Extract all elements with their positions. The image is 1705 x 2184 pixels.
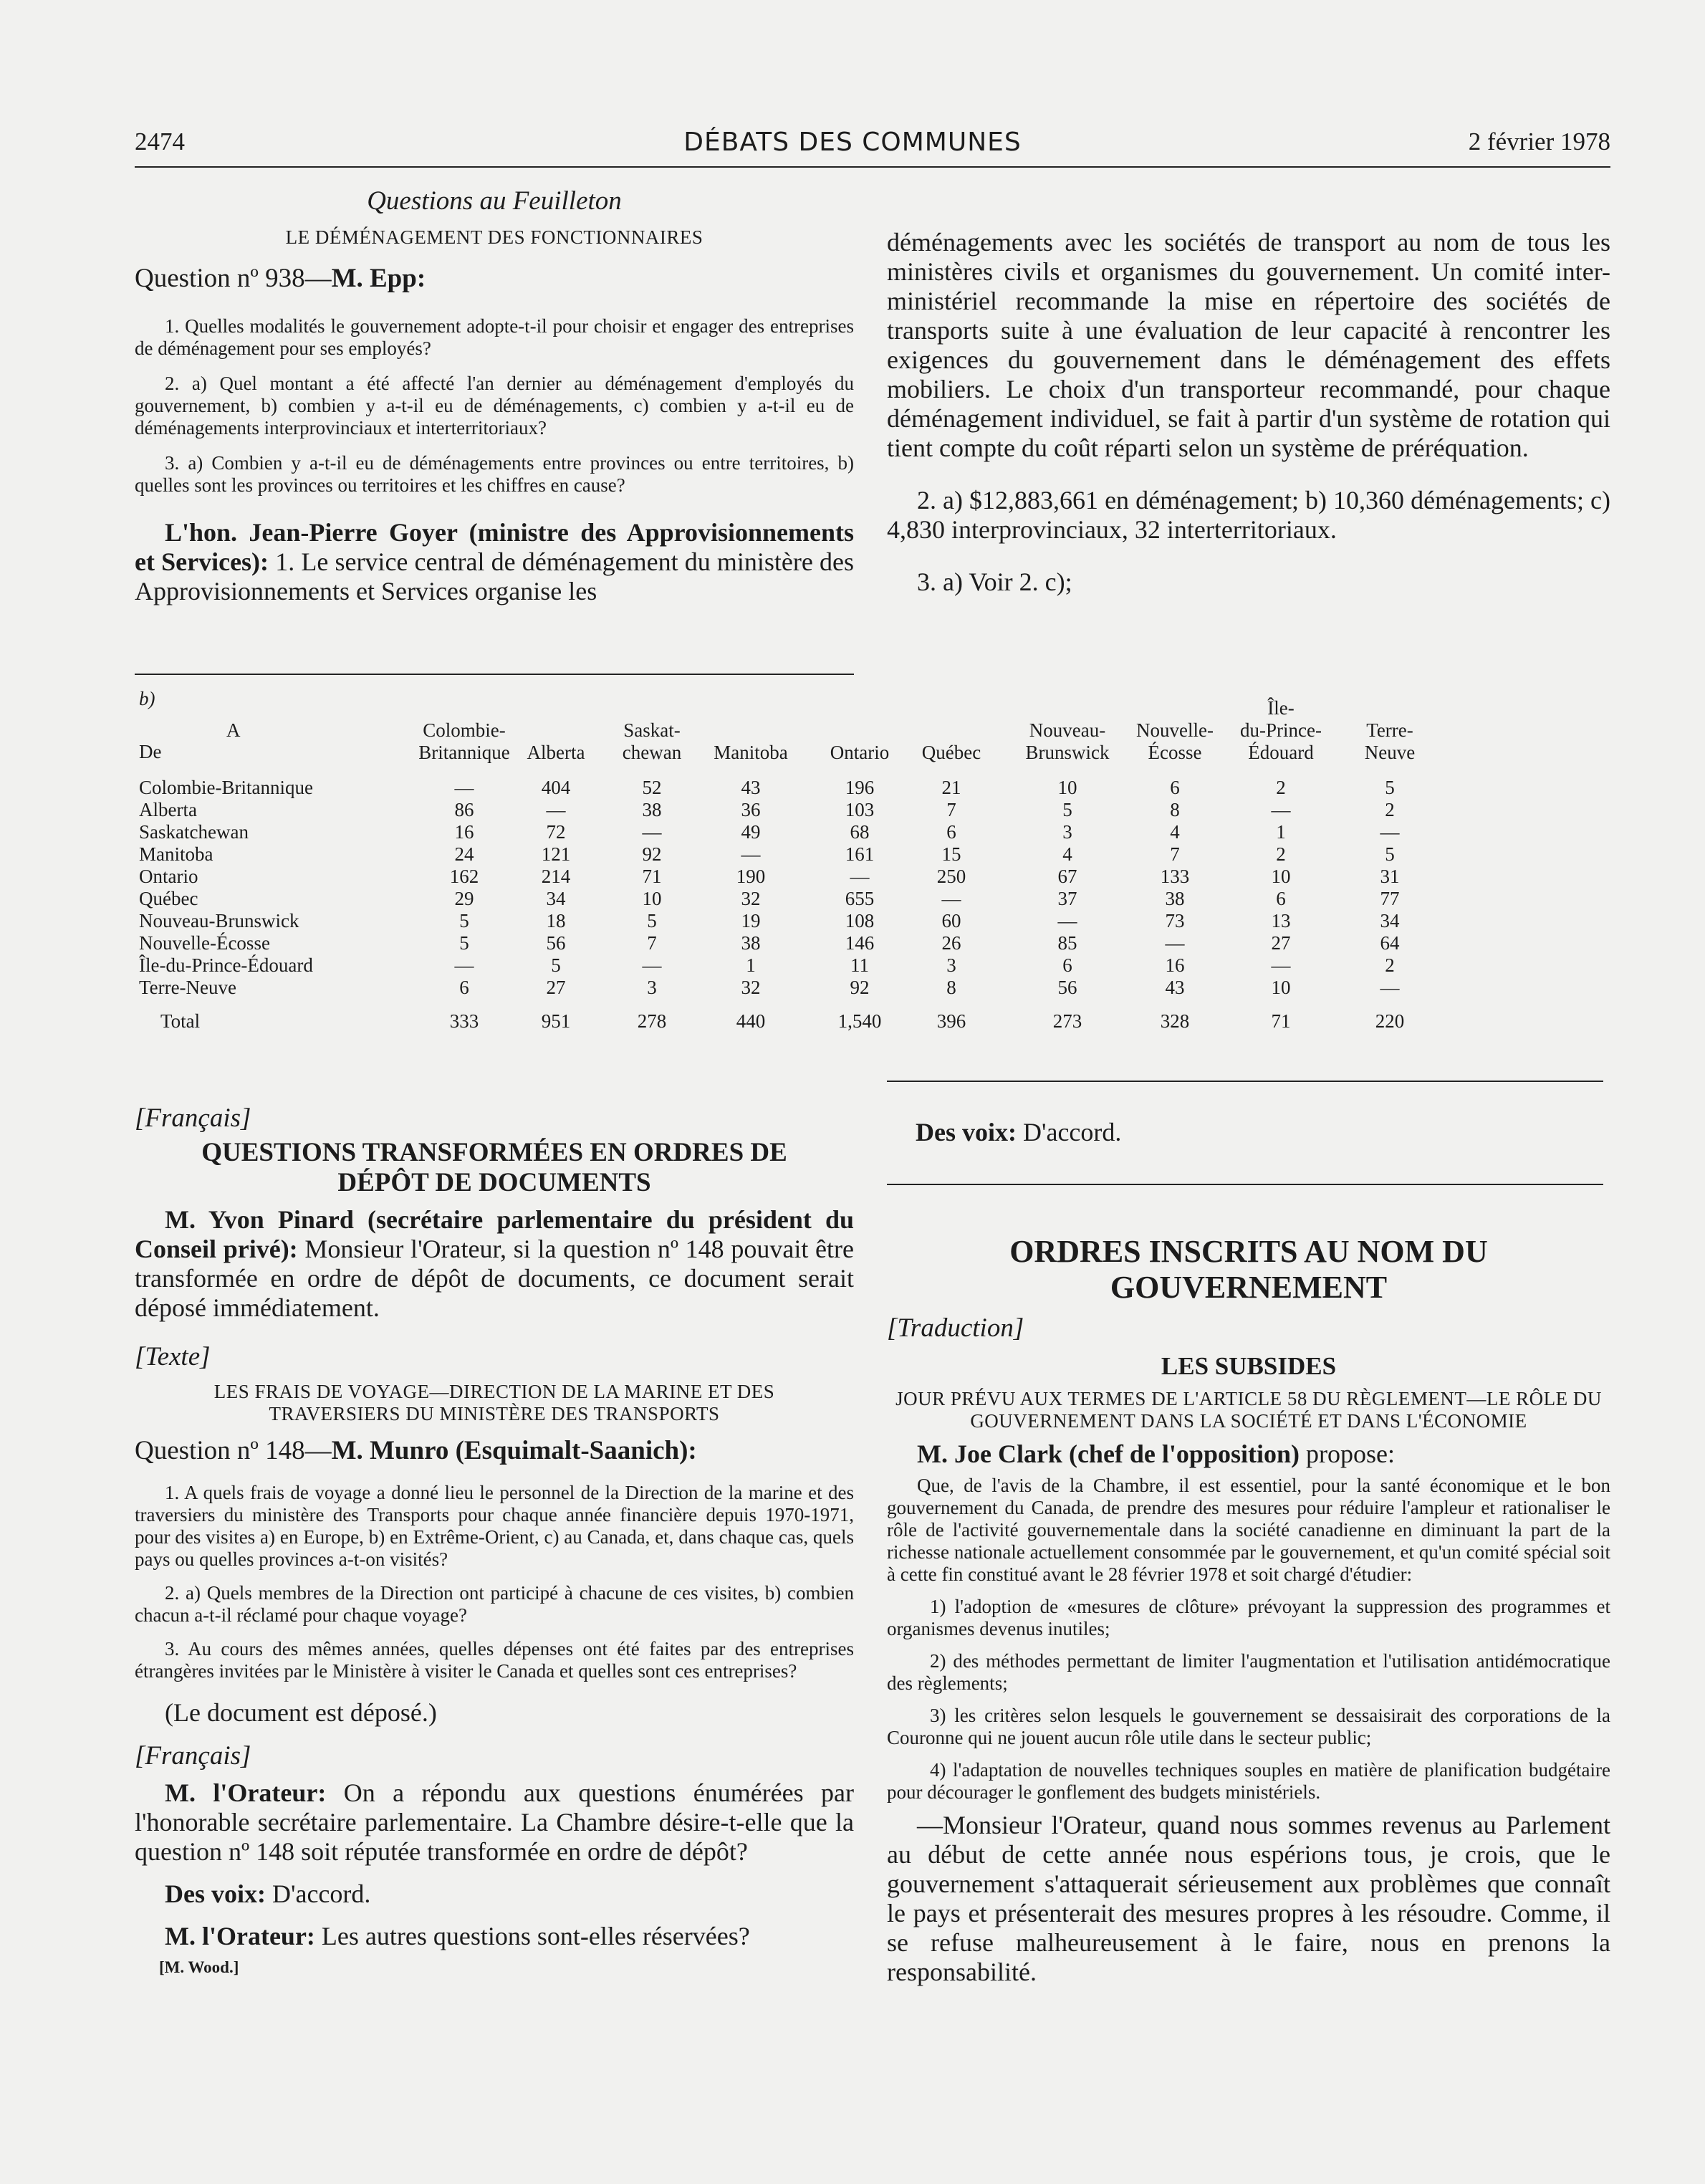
right-rule-2 [887, 1184, 1603, 1185]
table-cell: 162 [449, 866, 479, 887]
table-cell: — [1271, 799, 1291, 820]
table-cell: 5 [1385, 843, 1395, 865]
answer-continued: déménagements avec les sociétés de transport au nom de tous les ministères civils et organismes du gouvernement. Un comité inter-ministériel recommande la mise en répertoire des sociétés de transports suite à une évaluation de leur capacité à rencontrer les exigences du gouvernement dans le déménagement des effets mobiliers. Le choix d'un transporteur recommandé, pour chaque déménagement individuel, se fait à partir d'un système de rotation qui tient compte du coût réparti selon un système de préréquation. [887, 228, 1610, 462]
table-cell: 333 [449, 1010, 479, 1032]
clark-propose: propose: [1305, 1440, 1395, 1468]
table-cell: 1 [746, 954, 756, 976]
table-cell: 72 [546, 821, 566, 843]
table-cell: — [941, 888, 961, 909]
table-cell: — [850, 866, 870, 887]
table-cell: 71 [642, 866, 662, 887]
table-row-name: Terre-Neuve [139, 977, 237, 998]
table-col-header-line: Nouvelle- [1136, 719, 1214, 741]
q148-item-3: 3. Au cours des mêmes années, quelles dépenses ont été faites par des entreprises étrangères invitées par le Ministère à visiter le Canada et quelles sont ces entreprises? [135, 1638, 854, 1682]
table-cell: — [454, 954, 474, 976]
table-cell: 43 [741, 777, 761, 798]
table-cell: 10 [642, 888, 662, 909]
francais-tag-2: [Français] [135, 1741, 251, 1771]
table-row-name: Québec [139, 888, 198, 909]
table-cell: 31 [1380, 866, 1400, 887]
table-cell: 278 [637, 1010, 667, 1032]
table-cell: 73 [1165, 910, 1185, 931]
table-cell: 146 [845, 932, 875, 954]
subsides-section [887, 1234, 1610, 1987]
header-rule [135, 166, 1610, 168]
table-cell: 10 [1271, 866, 1291, 887]
questions-section [135, 186, 854, 606]
clark-speech: —Monsieur l'Orateur, quand nous sommes revenus au Parlement au début de cette année nous espérions tous, je crois, que le gouvernement s'attaquerait sérieusement aux problèmes que connaît le pays et présenterait des mesures propres à les résoudre. Comme, il se refuse malheureusement à le faire, nous en prenons la responsabilité. [887, 1811, 1610, 1986]
table-cell: 5 [551, 954, 561, 976]
voix-text: D'accord. [272, 1879, 371, 1908]
right-voix-label: Des voix: [916, 1118, 1017, 1146]
q148-heading [135, 1435, 854, 1466]
right-rule-1 [887, 1081, 1603, 1082]
table-col-header-line: Saskat- [623, 719, 681, 741]
orateur-label: M. l'Orateur: [165, 1778, 327, 1807]
table-col-header-line: Ontario [830, 742, 890, 763]
table-cell: 7 [946, 799, 956, 820]
table-col-header-line: Brunswick [1025, 742, 1110, 763]
table-cell: 5 [1062, 799, 1072, 820]
table-cell: 26 [941, 932, 961, 954]
table-cell: 190 [736, 866, 766, 887]
table-cell: 2 [1385, 799, 1395, 820]
answer-start: 1. Le service central de déménagement du ministère des Approvisionnements et Services organise les [135, 547, 855, 605]
motion-item-2: 2) des méthodes permettant de limiter l'augmentation et l'utilisation antidémocratique des règlements; [887, 1650, 1610, 1694]
table-col-header-line: chewan [622, 742, 682, 763]
table-cell: 56 [1057, 977, 1077, 998]
table-cell: 16 [454, 821, 474, 843]
table-cell: 27 [1271, 932, 1291, 954]
table-cell: 68 [850, 821, 870, 843]
pinard-paragraph [135, 1205, 854, 1323]
motion-item-1: 1) l'adoption de «mesures de clôture» prévoyant la suppression des programmes et organismes devenus inutiles; [887, 1596, 1610, 1639]
table-cell: 38 [1165, 888, 1185, 909]
table-cell: — [741, 843, 761, 865]
table-cell: 71 [1271, 1010, 1291, 1032]
table-row-name: Île-du-Prince-Édouard [139, 954, 313, 976]
speaker-tag-wood: [M. Wood.] [159, 1958, 239, 1976]
table-col-header-line: Neuve [1364, 742, 1416, 763]
answer-continued-column [887, 228, 1610, 597]
pinard-speaker: M. Yvon Pinard (secrétaire parlementaire du président du Conseil privé): [135, 1205, 854, 1263]
table-row-name: Nouveau-Brunswick [139, 910, 299, 931]
table-cell: 951 [541, 1010, 571, 1032]
voix-label: Des voix: [165, 1879, 266, 1908]
table-row-name: Manitoba [139, 843, 213, 865]
table-row-name: Ontario [139, 866, 198, 887]
table-col-header [1311, 719, 1469, 764]
table-cell: 92 [642, 843, 662, 865]
q148-asker: M. Munro (Esquimalt-Saanich): [331, 1436, 697, 1465]
table-col-header-line: Alberta [527, 742, 585, 763]
table-cell: 3 [1062, 821, 1072, 843]
table-cell: 7 [647, 932, 657, 954]
q148-heading-prefix: Question nº 148— [135, 1436, 332, 1465]
table-col-header-line: du-Prince- [1240, 719, 1322, 741]
table-cell: 5 [459, 932, 469, 954]
table-cell: 10 [1271, 977, 1291, 998]
table-cell: 4 [1170, 821, 1180, 843]
table-col-header-line: Québec [921, 742, 981, 763]
table-cell: 43 [1165, 977, 1185, 998]
table-cell: 655 [845, 888, 875, 909]
table-cell: 8 [946, 977, 956, 998]
table-b-label: b) [139, 688, 155, 709]
table-cell: 16 [1165, 954, 1185, 976]
orateur2-text: Les autres questions sont-elles réservées? [321, 1922, 750, 1950]
table-cell: — [642, 821, 662, 843]
table-cell: 92 [850, 977, 870, 998]
table-cell: 121 [541, 843, 571, 865]
table-cell: 273 [1052, 1010, 1082, 1032]
table-cell: 18 [546, 910, 566, 931]
table-cell: 24 [454, 843, 474, 865]
table-cell: 396 [936, 1010, 966, 1032]
clark-paragraph [887, 1440, 1610, 1469]
table-row-name: Colombie-Britannique [139, 777, 313, 798]
answer-2: 2. a) $12,883,661 en déménagement; b) 10,360 déménagements; c) 4,830 interprovinciaux, 32 interterritoriaux. [887, 486, 1610, 544]
table-cell: 60 [941, 910, 961, 931]
q938-heading [135, 263, 854, 294]
table-col-header-line: Écosse [1148, 742, 1202, 763]
table-row-name: Nouvelle-Écosse [139, 932, 270, 954]
francais-tag: [Français] [135, 1103, 251, 1133]
table-a-label: A [226, 719, 241, 741]
table-col-header-line: Britannique [418, 742, 510, 763]
table-col-header-line: Colombie- [423, 719, 506, 741]
table-cell: — [454, 777, 474, 798]
table-col-header-line: Nouveau- [1029, 719, 1106, 741]
q148-topic: LES FRAIS DE VOYAGE—DIRECTION DE LA MARINE ET DES TRAVERSIERS DU MINISTÈRE DES TRANSPORTS [213, 1381, 775, 1424]
table-cell: 328 [1160, 1010, 1190, 1032]
table-cell: — [546, 799, 566, 820]
table-cell: 49 [741, 821, 761, 843]
section-title: Questions au Feuilleton [367, 186, 622, 216]
texte-tag: [Texte] [135, 1342, 211, 1371]
right-voix-paragraph [916, 1118, 1610, 1147]
table-cell: 6 [1170, 777, 1180, 798]
table-cell: 220 [1375, 1010, 1405, 1032]
q148-item-2: 2. a) Quels membres de la Direction ont participé à chacune de ces visites, b) combien chacun a-t-il réclamé pour chaque voyage? [135, 1582, 854, 1626]
q938-asker: M. Epp: [331, 264, 426, 293]
table-cell: — [1165, 932, 1185, 954]
table-cell: 85 [1057, 932, 1077, 954]
table-total-label: Total [160, 1010, 201, 1032]
orateur2-label: M. l'Orateur: [165, 1922, 315, 1950]
table-cell: 32 [741, 888, 761, 909]
q938-heading-prefix: Question nº 938— [135, 264, 332, 293]
table-cell: 64 [1380, 932, 1400, 954]
orders-title: ORDRES INSCRITS AU NOM DU GOUVERNEMENT [1009, 1234, 1488, 1305]
table-cell: 34 [546, 888, 566, 909]
table-cell: 27 [546, 977, 566, 998]
table-col-header-line: Île- [1267, 697, 1295, 719]
orateur-paragraph [135, 1778, 854, 1867]
table-cell: 2 [1276, 777, 1286, 798]
table-cell: 13 [1271, 910, 1291, 931]
table-cell: 52 [642, 777, 662, 798]
table-row-name: Alberta [139, 799, 197, 820]
table-cell: 6 [459, 977, 469, 998]
q938-item-2: 2. a) Quel montant a été affecté l'an dernier au déménagement d'employés du gouvernement, b) combien y a-t-il eu de déménagements, c) combien y a-t-il eu de déménagements interprovinciaux et interterritoriaux? [135, 373, 854, 439]
table-cell: 67 [1057, 866, 1077, 887]
table-cell: 2 [1385, 954, 1395, 976]
table-cell: 29 [454, 888, 474, 909]
table-cell: 34 [1380, 910, 1400, 931]
table-cell: 21 [941, 777, 961, 798]
orateur2-paragraph [135, 1922, 854, 1951]
table-cell: 6 [946, 821, 956, 843]
table-cell: 250 [936, 866, 966, 887]
answer-speaker: L'hon. Jean-Pierre Goyer (ministre des Approvisionnements et Services): [135, 518, 854, 576]
page-title: DÉBATS DES COMMUNES [683, 128, 1022, 157]
table-row-name: Saskatchewan [139, 821, 249, 843]
table-cell: 133 [1160, 866, 1190, 887]
answer-paragraph [135, 518, 854, 606]
table-cell: 5 [647, 910, 657, 931]
table-cell: — [1057, 910, 1077, 931]
subsides-subtitle: JOUR PRÉVU AUX TERMES DE L'ARTICLE 58 DU RÈGLEMENT—LE RÔLE DU GOUVERNEMENT DANS LA SOCIÉTÉ ET DANS L'ÉCONOMIE [895, 1388, 1602, 1432]
table-cell: 196 [845, 777, 875, 798]
table-cell: 77 [1380, 888, 1400, 909]
motion-item-4: 4) l'adaptation de nouvelles techniques souples en matière de planification budgétaire pour décourager le gonflement des budgets ministériels. [887, 1759, 1610, 1803]
pinard-text: Monsieur l'Orateur, si la question nº 148 pouvait être transformée en ordre de dépôt de documents, ce document serait déposé immédiatement. [135, 1235, 855, 1322]
table-cell: 214 [541, 866, 571, 887]
table-cell: — [1271, 954, 1291, 976]
right-voix-text: D'accord. [1022, 1118, 1122, 1146]
motion-item-3: 3) les critères selon lesquels le gouvernement se dessaisirait des corporations de la Couronne qui ne jouent aucun rôle utile dans le secteur public; [887, 1705, 1610, 1748]
motion-text: Que, de l'avis de la Chambre, il est essentiel, pour la santé économique et le bon gouvernement du Canada, de prendre des mesures pour réduire l'ampleur et rationaliser le rôle de l'activité gouvernementale dans la société canadienne en diminuant la part de la richesse nationale actuellement consommée par le gouvernement, et qu'un comité spécial soit à cette fin constitué avant le 28 février 1978 et soit chargé d'étudier: [887, 1475, 1610, 1585]
orateur-text: On a répondu aux questions énumérées par l'honorable secrétaire parlementaire. La Chambre désire-t-elle que la question nº 148 soit réputée transformée en ordre de dépôt? [135, 1778, 855, 1866]
table-cell: 108 [845, 910, 875, 931]
table-cell: 4 [1062, 843, 1072, 865]
table-cell: 161 [845, 843, 875, 865]
table-cell: 3 [946, 954, 956, 976]
table-col-header-line: Édouard [1248, 742, 1314, 763]
voix-paragraph [135, 1879, 854, 1909]
left-table-rule [135, 674, 854, 675]
table-cell: 1 [1276, 821, 1286, 843]
table-col-header-line: Manitoba [714, 742, 788, 763]
traduction-tag: [Traduction] [887, 1313, 1024, 1343]
table-cell: 1,540 [837, 1010, 882, 1032]
table-cell: 37 [1057, 888, 1077, 909]
table-cell: 3 [647, 977, 657, 998]
table-cell: 404 [541, 777, 571, 798]
table-cell: 36 [741, 799, 761, 820]
government-orders [887, 1118, 1610, 1147]
answer-3: 3. a) Voir 2. c); [917, 567, 1072, 596]
table-cell: 8 [1170, 799, 1180, 820]
q148-item-1: 1. A quels frais de voyage a donné lieu le personnel de la Direction de la marine et des traversiers du ministère des Transports pour chaque année financière depuis 1970-1971, pour des visites a) en Europe, b) en Extrême-Orient, c) au Canada, et, dans chaque cas, quels pays ou quelles provinces a-t-on visités? [135, 1482, 854, 1570]
page-date: 2 février 1978 [1468, 128, 1610, 155]
table-cell: 56 [546, 932, 566, 954]
clark-speaker: M. Joe Clark (chef de l'opposition) [917, 1440, 1300, 1468]
transformed-title: QUESTIONS TRANSFORMÉES EN ORDRES DE DÉPÔT DE DOCUMENTS [201, 1138, 787, 1197]
table-cell: — [1380, 977, 1400, 998]
q938-item-3: 3. a) Combien y a-t-il eu de déménagements entre provinces ou entre territoires, b) quelles sont les provinces ou territoires et les chiffres en cause? [135, 452, 854, 496]
table-cell: 10 [1057, 777, 1077, 798]
table-cell: 19 [741, 910, 761, 931]
table-cell: 6 [1276, 888, 1286, 909]
table-cell: 11 [850, 954, 869, 976]
transformed-section [135, 1103, 854, 1977]
table-cell: — [1380, 821, 1400, 843]
table-cell: 32 [741, 977, 761, 998]
q938-item-1: 1. Quelles modalités le gouvernement adopte-t-il pour choisir et engager des entreprises de déménagement pour ses employés? [135, 315, 854, 359]
table-cell: 7 [1170, 843, 1180, 865]
table-cell: 2 [1276, 843, 1286, 865]
table-col-header-line: Terre- [1366, 719, 1413, 741]
table-cell: 38 [741, 932, 761, 954]
table-cell: 440 [736, 1010, 766, 1032]
table-cell: 5 [459, 910, 469, 931]
table-cell: 15 [941, 843, 961, 865]
table-cell: 86 [454, 799, 474, 820]
table-cell: 38 [642, 799, 662, 820]
table-cell: — [642, 954, 662, 976]
table-de-label: De [139, 741, 162, 762]
table-cell: 103 [845, 799, 875, 820]
table-cell: 5 [1385, 777, 1395, 798]
q938-topic: LE DÉMÉNAGEMENT DES FONCTIONNAIRES [285, 226, 703, 248]
table-cell: 6 [1062, 954, 1072, 976]
subsides-title: LES SUBSIDES [1161, 1352, 1337, 1380]
page-number: 2474 [135, 128, 185, 155]
document-deposited: (Le document est déposé.) [165, 1698, 437, 1727]
